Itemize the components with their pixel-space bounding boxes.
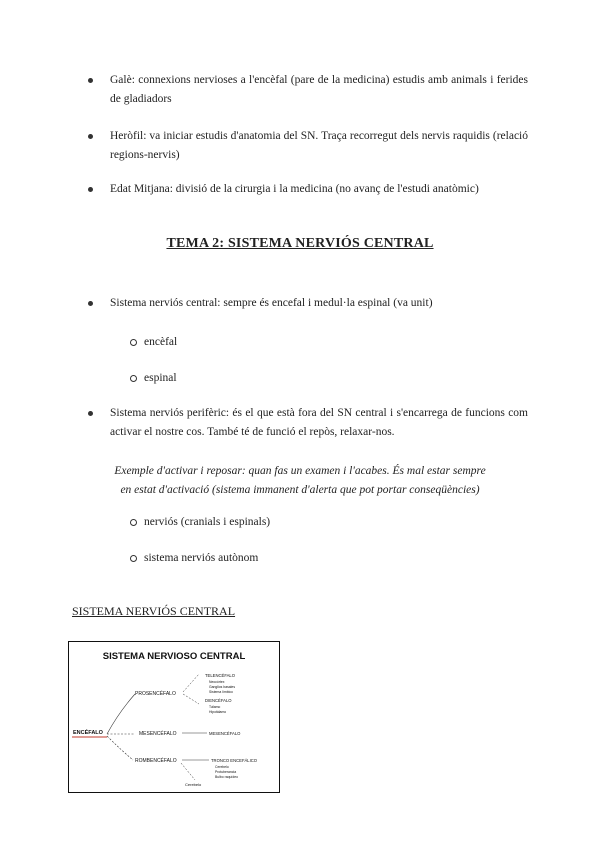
branch-prosencefalo: PROSENCÉFALO <box>135 691 176 697</box>
item-cerebelo: Cerebelo <box>215 765 229 769</box>
item-neocortex: Neocórtex <box>209 680 225 684</box>
sub-tronco: TRONCO ENCEFÁLICO <box>211 758 258 763</box>
branch-mesencefalo: MESENCÉFALO <box>139 731 177 737</box>
diagram-svg <box>69 642 279 792</box>
document-page: Galè: connexions nervioses a l'encèfal (pare de la medicina) estudis amb animals i ferides de gladiadors Heròfil: va iniciar estudis d'anatomia del SN. Traça recorregut dels nervis raquidis (relació regions-nervis) Edat Mitjana: divisió de la cirurgia i la medicina (no avanç de l'estudi anatòmic) TEMA 2: SISTEMA NERVIÓS CENTRAL Sistema nerviós central: sempre és encefal i medul·la espinal (va unit) encèfal espinal Sistema nerviós perifèric: és el que està fora del SN central i s'encarrega de funcions com activar el nostre cos. També té de funció el repòs, relaxar-nos. Exemple d'activar i reposar: quan fas un examen i l'acabes. És mal estar sempre en estat d'activació (sistema immanent d'alerta que pot portar conseqüències) nerviós (cranials i espinals) sistema nerviós autònom SISTEMA NERVIÓS CENTRAL SISTEMA NERVIOSO CENTRAL ENCÉFALO PROSENCÉFALO MESENCÉFALO ROMBENCÉFALO TELENCÉFALO Neocórtex Ganglios basales Sistema límbico DIENCÉFALO Tálamo Hipotálamo MESENCÉFALO TRONCO ENCEFÁLICO Cerebelo Protuberancia Bulbo raquídeo Cerebelo <box>0 0 600 848</box>
circle-bullet-icon <box>130 555 137 562</box>
branch-rombencefalo: ROMBENCÉFALO <box>135 758 177 764</box>
connector-rombencefalo <box>107 736 133 760</box>
sub-mesencefalo: MESENCÉFALO <box>209 731 241 736</box>
bullet-text: Heròfil: va iniciar estudis d'anatomia del SN. Traça recorregut dels nervis raquidis (relació regions-nervis) <box>110 130 528 161</box>
nervous-system-diagram <box>68 641 280 793</box>
connector-telencefalo <box>183 674 199 692</box>
bullet-dot <box>88 187 93 192</box>
bullet-text: Sistema nerviós perifèric: és el que està fora del SN central i s'encarrega de funcions com activar el nostre cos. També té de funció el repòs, relaxar-nos. <box>110 407 528 438</box>
item-bulbo: Bulbo raquídeo <box>215 775 238 779</box>
section-label: SISTEMA NERVIÓS CENTRAL <box>72 604 236 618</box>
item-limbico: Sistema límbico <box>209 690 233 694</box>
bullet-text: Sistema nerviós central: sempre és encefal i medul·la espinal (va unit) <box>110 297 433 309</box>
bullet-text: Galè: connexions nervioses a l'encèfal (pare de la medicina) estudis amb animals i ferides de gladiadors <box>110 74 528 105</box>
circle-bullet-icon <box>130 519 137 526</box>
item-ganglios: Ganglios basales <box>209 685 236 689</box>
sub-cerebelo: Cerebelo <box>185 782 202 787</box>
circle-bullet-icon <box>130 375 137 382</box>
item-hipotalamo: Hipotálamo <box>209 710 227 714</box>
connector-diencefalo <box>183 694 199 704</box>
bullet-dot <box>88 78 93 83</box>
item-talamo: Tálamo <box>209 705 221 709</box>
circle-bullet-icon <box>130 339 137 346</box>
example-note: Exemple d'activar i reposar: quan fas un examen i l'acabes. És mal estar sempre en estat d'activació (sistema immanent d'alerta que pot portar conseqüències) <box>114 465 486 496</box>
bullet-dot <box>88 301 93 306</box>
sub-diencefalo: DIENCÉFALO <box>205 698 232 703</box>
bullet-dot <box>88 134 93 139</box>
connector-cerebelo <box>181 763 195 780</box>
item-protuberancia: Protuberancia <box>215 770 237 774</box>
page-heading: TEMA 2: SISTEMA NERVIÓS CENTRAL <box>166 236 434 251</box>
sub-telencefalo: TELENCÉFALO <box>205 673 236 678</box>
diagram-root: ENCÉFALO <box>73 730 103 736</box>
bullet-text: Edat Mitjana: divisió de la cirurgia i la medicina (no avanç de l'estudi anatòmic) <box>110 183 479 195</box>
diagram-title: SISTEMA NERVIOSO CENTRAL <box>102 651 246 662</box>
connector-prosencefalo <box>107 694 135 734</box>
bullet-dot <box>88 411 93 416</box>
